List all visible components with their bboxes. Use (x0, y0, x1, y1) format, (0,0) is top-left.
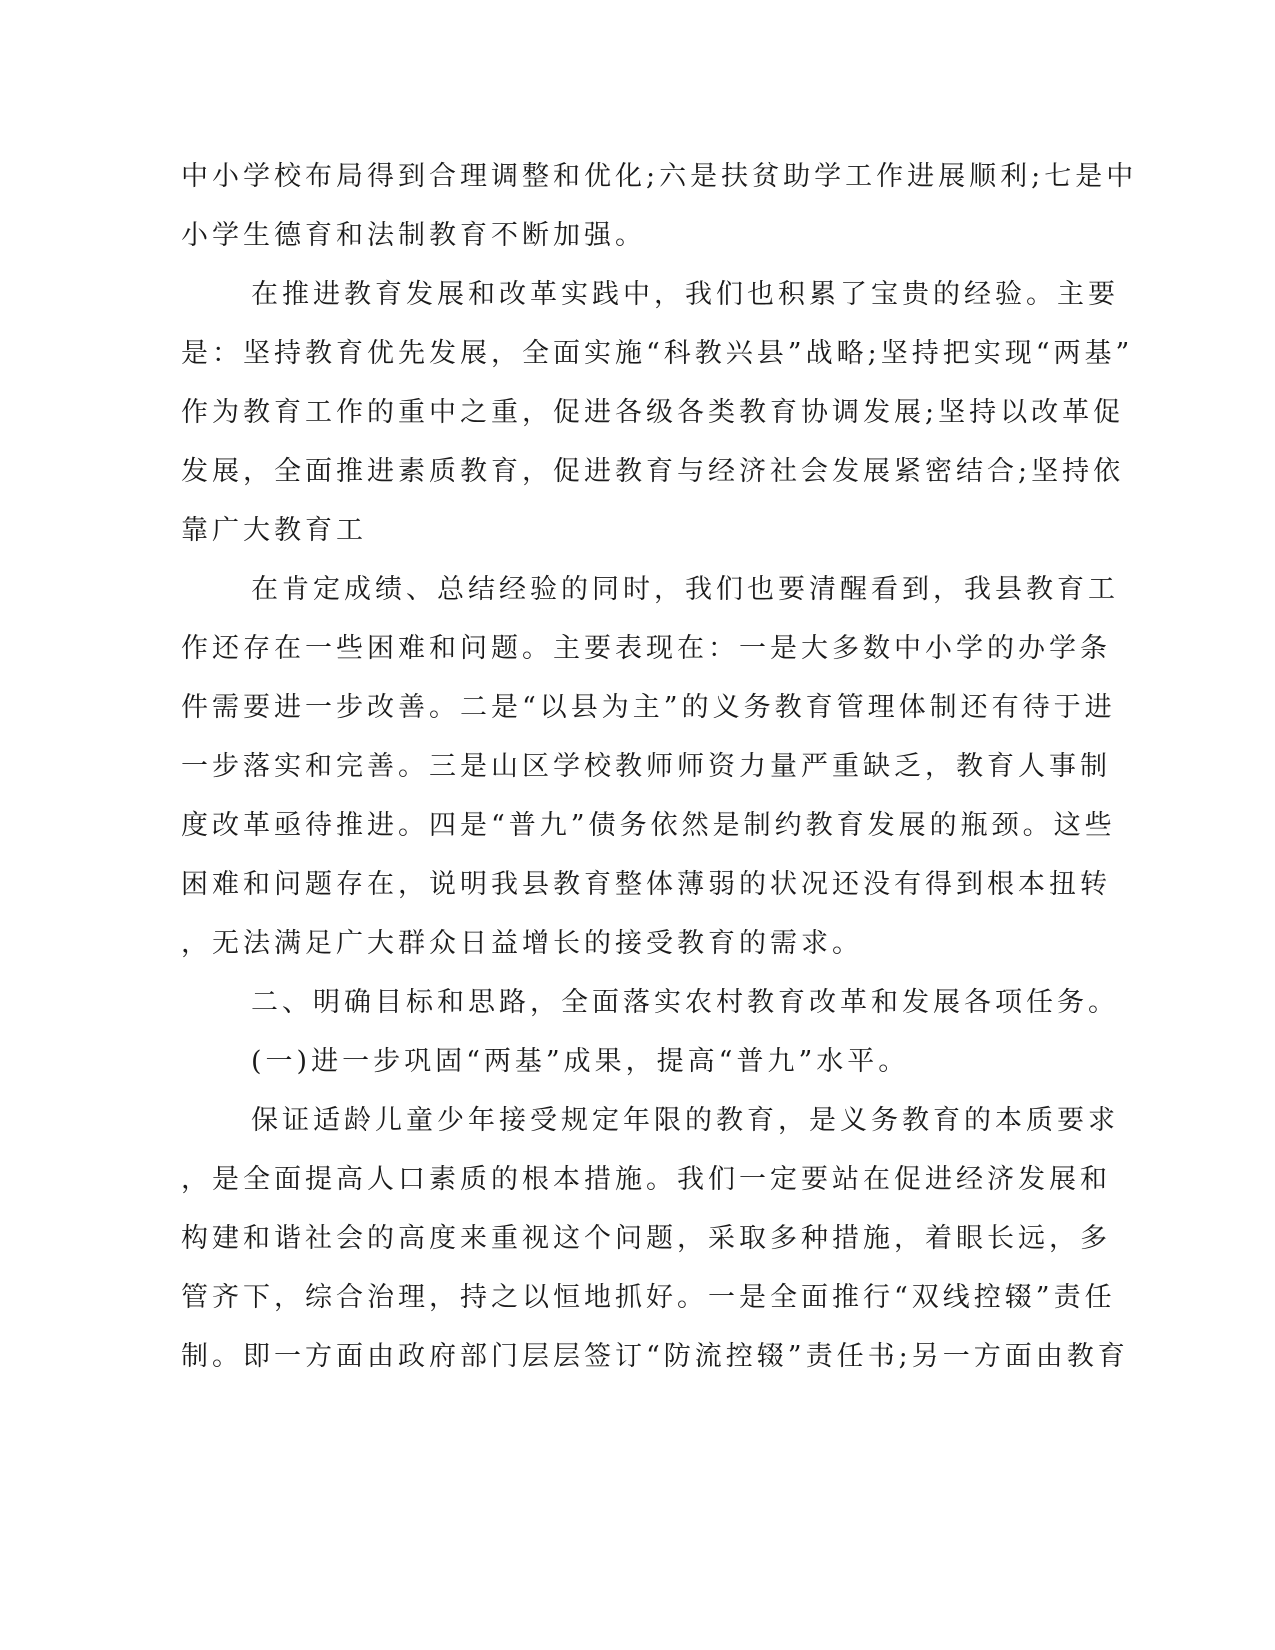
text-line: 件需要进一步改善。二是“以县为主”的义务教育管理体制还有待于进 (181, 692, 1116, 723)
text-line: 小学生德育和法制教育不断加强。 (181, 220, 646, 251)
text-line: 作为教育工作的重中之重，促进各级各类教育协调发展;坚持以改革促 (181, 397, 1125, 428)
paragraph-start-line: 在肯定成绩、总结经验的同时，我们也要清醒看到，我县教育工 (251, 574, 1119, 605)
text-line: 管齐下，综合治理，持之以恒地抓好。一是全面推行“双线控辍”责任 (181, 1282, 1116, 1313)
paragraph-start-line: 保证适龄儿童少年接受规定年限的教育，是义务教育的本质要求 (251, 1105, 1119, 1136)
text-line: 制。即一方面由政府部门层层签订“防流控辍”责任书;另一方面由教育 (181, 1341, 1129, 1372)
text-line: 一步落实和完善。三是山区学校教师师资力量严重缺乏，教育人事制 (181, 751, 1111, 782)
section-heading: 二、明确目标和思路，全面落实农村教育改革和发展各项任务。 (251, 987, 1119, 1018)
text-line: 是：坚持教育优先发展，全面实施“科教兴县”战略;坚持把实现“两基” (181, 338, 1134, 369)
text-line: 困难和问题存在，说明我县教育整体薄弱的状况还没有得到根本扭转 (181, 869, 1111, 900)
document-body (181, 147, 1138, 1386)
text-line: ，是全面提高人口素质的根本措施。我们一定要站在促进经济发展和 (181, 1164, 1111, 1195)
text-line: 发展，全面推进素质教育，促进教育与经济社会发展紧密结合;坚持依 (181, 456, 1125, 487)
text-line: 靠广大教育工 (181, 515, 367, 546)
text-line: ，无法满足广大群众日益增长的接受教育的需求。 (181, 928, 863, 959)
subsection-heading: (一)进一步巩固“两基”成果，提高“普九”水平。 (251, 1046, 910, 1077)
text-line: 构建和谐社会的高度来重视这个问题，采取多种措施，着眼长远，多 (181, 1223, 1111, 1254)
text-line: 作还存在一些困难和问题。主要表现在：一是大多数中小学的办学条 (181, 633, 1111, 664)
text-line: 中小学校布局得到合理调整和优化;六是扶贫助学工作进展顺利;七是中 (181, 161, 1138, 192)
text-line: 度改革亟待推进。四是“普九”债务依然是制约教育发展的瓶颈。这些 (181, 810, 1116, 841)
paragraph-start-line: 在推进教育发展和改革实践中，我们也积累了宝贵的经验。主要 (251, 279, 1119, 310)
